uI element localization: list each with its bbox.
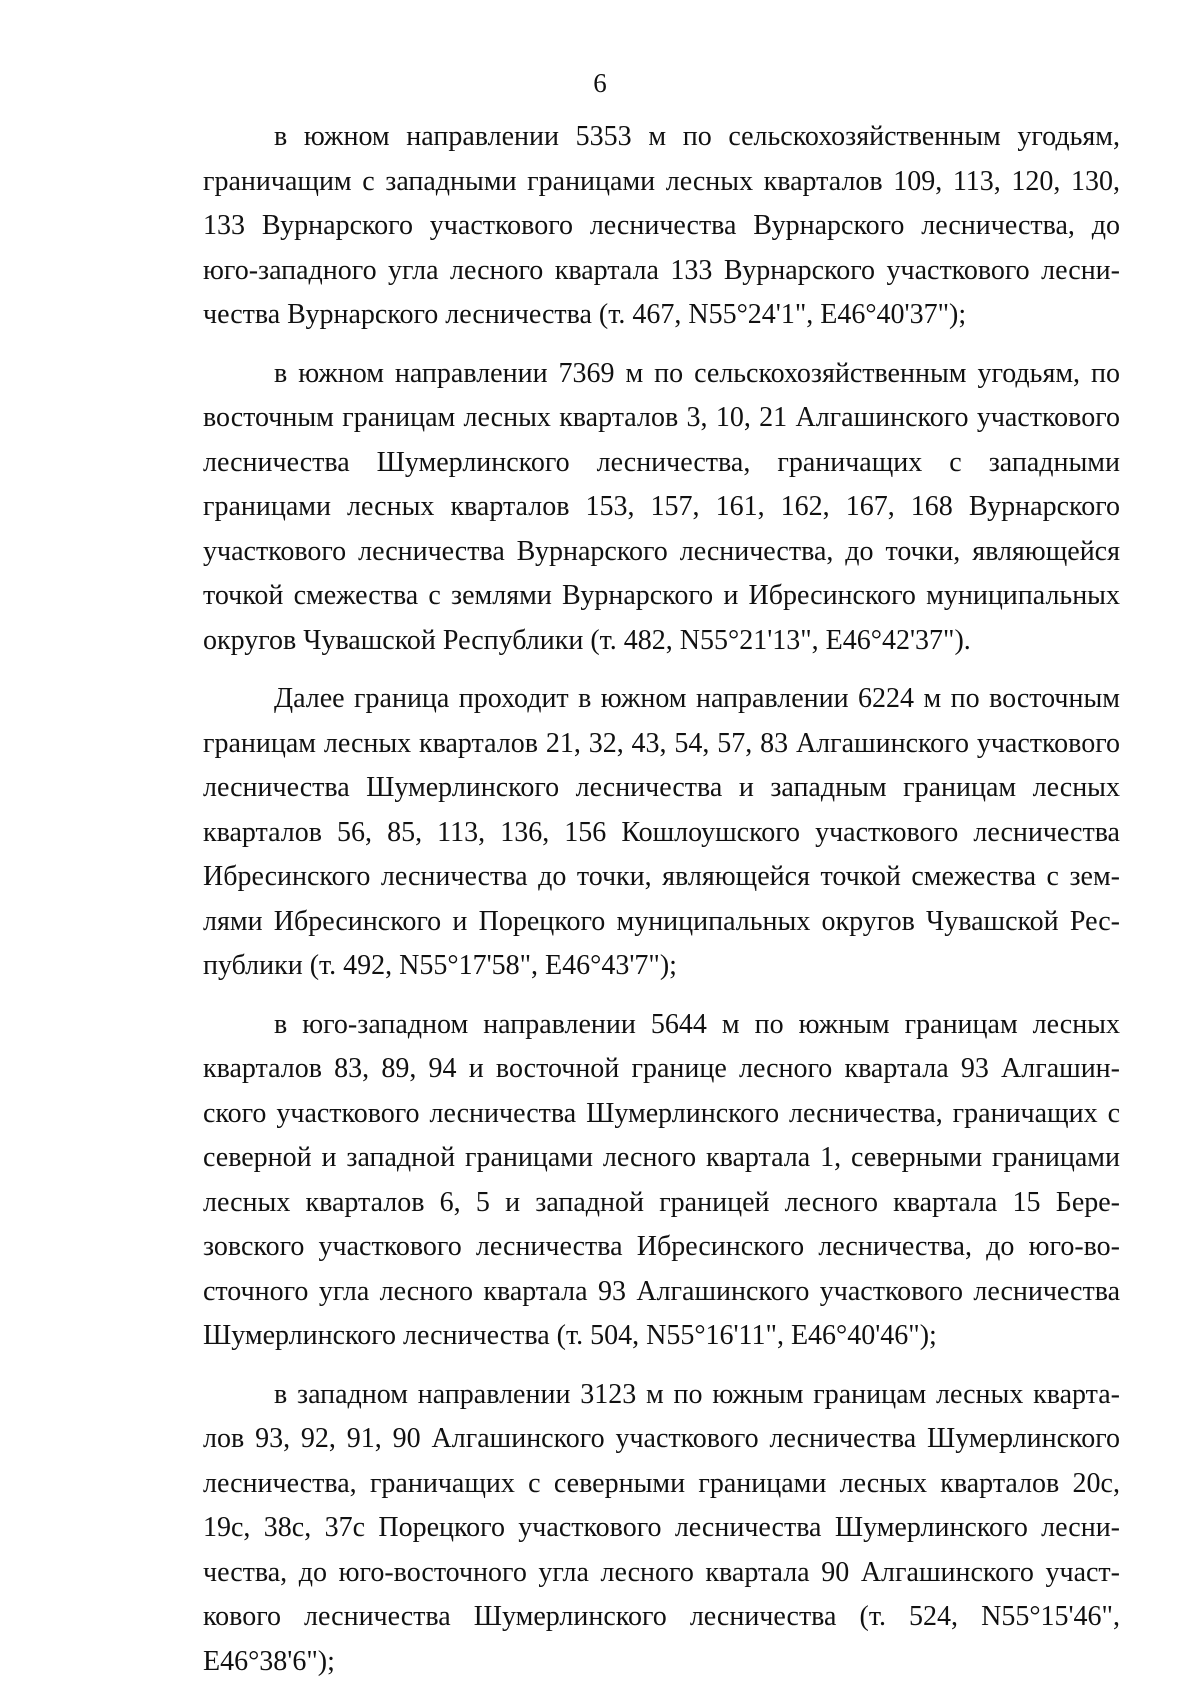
paragraph-3: Далее граница проходит в южном направлении 6224 м по восточным границам лесных кварталов 21, 32, 43, 54, 57, 83 Алгашинского участкового лесничества Шумерлинского лесничества и западным границам лесных кварталов 56, 85, 113, 136, 156 Кошлоушского участкового лесничества Ибресинского лесничества до точки, являющейся точкой смежества с землями Ибресинского и Порецкого муниципальных округов Чувашской Республики (т. 492, N55°17'58", E46°43'7"); bbox=[203, 683, 1120, 981]
paragraph-2: в южном направлении 7369 м по сельскохозяйственным угодьям, по восточным границам лесных кварталов 3, 10, 21 Алгашинского участкового лесничества Шумерлинского лесничества, граничащих с западными границами лесных кварталов 153, 157, 161, 162, 167, 168 Вурнарского участкового лесничества Вурнарского лесничества, до точки, являющейся точкой смежества с землями Вурнарского и Ибресинского муниципальных округов Чувашской Республики (т. 482, N55°21'13", E46°42'37"). bbox=[203, 357, 1120, 656]
paragraph-4: в юго-западном направлении 5644 м по южным границам лесных кварталов 83, 89, 94 и восточной границе лесного квартала 93 Алгашинского участкового лесничества Шумерлинского лесничества, граничащих с северной и западной границами лесного квартала 1, северными границами лесных кварталов 6, 5 и западной границей лесного квартала 15 Березовского участкового лесничества Ибресинского лесничества, до юго-восточного угла лесного квартала 93 Алгашинского участкового лесничества Шумерлинского лесничества (т. 504, N55°16'11", E46°40'46"); bbox=[203, 1008, 1120, 1351]
paragraph-5: в западном направлении 3123 м по южным границам лесных кварталов 93, 92, 91, 90 Алгашинского участкового лесничества Шумерлинского лесничества, граничащих с северными границами лесных кварталов 20с, 19с, 38с, 37с Порецкого участкового лесничества Шумерлинского лесничества, до юго-восточного угла лесного квартала 90 Алгашинского участкового лесничества Шумерлинского лесничества (т. 524, N55°15'46", E46°38'6"); bbox=[203, 1378, 1120, 1677]
paragraph-1: в южном направлении 5353 м по сельскохозяйственным угодьям, граничащим с западными границами лесных кварталов 109, 113, 120, 130, 133 Вурнарского участкового лесничества Вурнарского лесничества, до юго-западного угла лесного квартала 133 Вурнарского участкового лесничества Вурнарского лесничества (т. 467, N55°24'1", E46°40'37"); bbox=[203, 121, 1120, 330]
document-body bbox=[203, 115, 1120, 1698]
page-number: 6 bbox=[593, 68, 607, 98]
